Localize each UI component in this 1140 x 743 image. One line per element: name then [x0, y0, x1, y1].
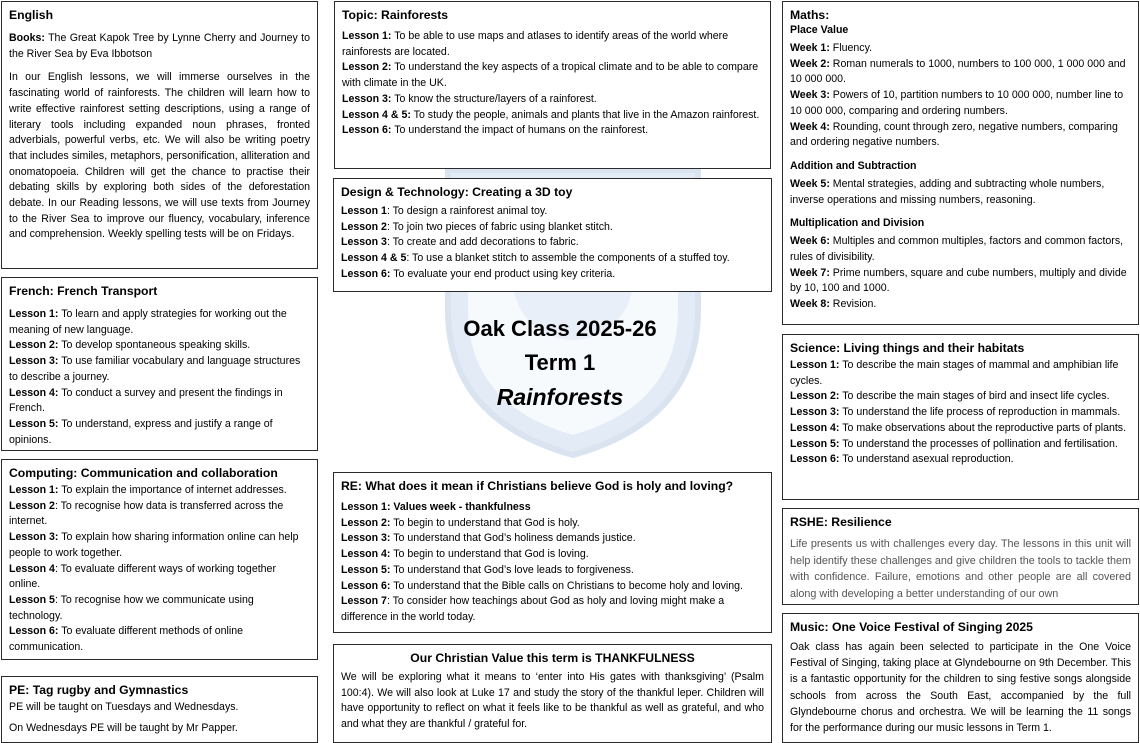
pe-line-1: PE will be taught on Tuesdays and Wednesdays.	[9, 701, 239, 713]
pe-line-2: On Wednesdays PE will be taught by Mr Papper.	[9, 721, 238, 734]
french-title: French: French Transport	[9, 284, 158, 298]
lesson-item: Lesson 1: To design a rainforest animal toy.	[341, 205, 548, 217]
computing-lessons	[9, 483, 310, 656]
lesson-item: Lesson 1: To describe the main stages of mammal and amphibian life cycles.	[790, 359, 1119, 387]
pe-panel	[1, 676, 318, 743]
re-lessons	[341, 500, 764, 626]
science-panel	[782, 334, 1139, 500]
lesson-item: Lesson 1: To explain the importance of internet addresses.	[9, 484, 287, 496]
maths-title: Maths:	[790, 8, 830, 22]
lesson-item: Lesson 7: To consider how teachings about God as holy and loving might make a difference in the world today.	[341, 595, 725, 623]
maths-panel	[782, 1, 1139, 325]
english-panel	[1, 1, 318, 269]
lesson-item: Lesson 6: To understand asexual reproduction.	[790, 453, 1014, 466]
lesson-item: Lesson 1: To learn and apply strategies for working out the meaning of new language.	[9, 308, 287, 336]
lesson-item: Lesson 4: To evaluate different ways of working together online.	[9, 562, 276, 591]
term-title: Term 1	[524, 350, 596, 375]
maths-week-item: Week 4: Rounding, count through zero, negative numbers, comparing and ordering negative numbers.	[790, 120, 1118, 149]
lesson-item: Lesson 3: To explain how sharing information online can help people to work together.	[9, 531, 299, 559]
maths-week-item: Week 6: Multiples and common multiples, factors and common factors, rules of divisibility.	[790, 235, 1124, 264]
english-title: English	[9, 8, 54, 22]
music-body: Oak class has again been selected to participate in the One Voice Festival of Singing, taking place at Glyndebourne on 9th December. This is a fantastic opportunity for the children to sing festive songs alongside schools from across the South East, accompanied by the full Glyndebourne chorus and orchestra. We will be learning the 11 songs for the performance during our music lessons in Term 1.	[790, 641, 1131, 735]
maths-week-item: Week 2: Roman numerals to 1000, numbers to 100 000, 1 000 000 and 10 000 000.	[790, 57, 1126, 86]
lesson-item: Lesson 3: To know the structure/layers of a rainforest.	[342, 92, 597, 105]
lesson-item: Lesson 5: To understand the processes of pollination and fertilisation.	[790, 437, 1118, 450]
rshe-body: Life presents us with challenges every day. The lessons in this unit will help identify these challenges and give children the tools to tackle them with confidence. Failure, emotions and other people are all covered along with developing a better understanding of our own	[790, 538, 1131, 600]
dt-panel	[333, 178, 772, 292]
lesson-item: Lesson 2: To begin to understand that God is holy.	[341, 516, 580, 529]
lesson-item: Lesson 3: To create and add decorations to fabric.	[341, 236, 579, 249]
lesson-item: Lesson 4: To begin to understand that God is loving.	[341, 548, 589, 561]
maths-sections	[790, 23, 1131, 313]
science-title: Science: Living things and their habitats	[790, 341, 1025, 355]
rshe-panel	[782, 508, 1139, 605]
music-title: Music: One Voice Festival of Singing 2025	[790, 620, 1033, 634]
computing-title: Computing: Communication and collaboration	[9, 466, 278, 480]
christian-value-panel	[333, 644, 772, 743]
lesson-item: Lesson 4 & 5: To study the people, animals and plants that live in the Amazon rainforest.	[342, 108, 760, 121]
science-lessons	[790, 358, 1131, 468]
lesson-item: Lesson 5: To understand that God’s love leads to forgiveness.	[341, 563, 634, 576]
maths-week-item: Week 7: Prime numbers, square and cube numbers, multiply and divide by 10, 100 and 1000.	[790, 266, 1127, 295]
lesson-item: Lesson 4: To make observations about the reproductive parts of plants.	[790, 421, 1127, 434]
christian-value-title: Our Christian Value this term is THANKFULNESS	[410, 651, 695, 665]
lesson-item: Lesson 6: To evaluate your end product using key criteria.	[341, 267, 616, 280]
maths-week-item: Week 5: Mental strategies, adding and subtracting whole numbers, inverse operations and missing numbers, reasoning.	[790, 177, 1105, 206]
re-panel	[333, 472, 772, 633]
topic-panel	[334, 1, 771, 169]
maths-week-item: Week 3: Powers of 10, partition numbers to 10 000 000, number line to 10 000 000, comparing and ordering numbers.	[790, 89, 1124, 117]
lesson-item: Lesson 6: To understand that the Bible calls on Christians to become holy and loving.	[341, 579, 744, 592]
pe-title: PE: Tag rugby and Gymnastics	[9, 683, 189, 697]
dt-lessons	[341, 204, 764, 283]
lesson-item: Lesson 6: To evaluate different methods of online communication.	[9, 625, 243, 654]
maths-week-item: Week 8: Revision.	[790, 298, 877, 311]
maths-section-heading: Addition and Subtraction	[790, 159, 917, 172]
maths-week-item: Week 1: Fluency.	[790, 42, 873, 54]
lesson-item: Lesson 4: To conduct a survey and present the findings in French.	[9, 386, 283, 415]
french-panel	[1, 277, 318, 451]
music-panel	[782, 613, 1139, 743]
theme-title: Rainforests	[496, 384, 624, 410]
maths-section-heading: Place Value	[790, 24, 849, 36]
dt-title: Design & Technology: Creating a 3D toy	[341, 185, 573, 199]
class-title: Oak Class 2025-26	[463, 316, 657, 341]
lesson-item: Lesson 2: To join two pieces of fabric using blanket stitch.	[341, 220, 613, 233]
maths-section-heading: Multiplication and Division	[790, 217, 925, 230]
computing-panel	[1, 459, 318, 660]
lesson-item: Lesson 3: To understand that God’s holiness demands justice.	[341, 532, 636, 545]
lesson-item: Lesson 4 & 5: To use a blanket stitch to assemble the components of a stuffed toy.	[341, 252, 730, 265]
re-title: RE: What does it mean if Christians believe God is holy and loving?	[341, 479, 734, 493]
lesson-item: Lesson 2: To recognise how data is transferred across the internet.	[9, 499, 284, 528]
topic-lessons	[342, 29, 763, 139]
topic-title: Topic: Rainforests	[342, 8, 449, 22]
lesson-item: Lesson 3: To understand the life process of reproduction in mammals.	[790, 406, 1121, 419]
lesson-item: Lesson 6: To understand the impact of humans on the rainforest.	[342, 124, 649, 137]
lesson-item: Lesson 2: To describe the main stages of bird and insect life cycles.	[790, 390, 1110, 403]
lesson-item: Lesson 1: To be able to use maps and atlases to identify areas of the world where rainforests are located.	[342, 30, 729, 58]
lesson-item: Lesson 2: To understand the key aspects of a tropical climate and to be able to compare with climate in the UK.	[342, 61, 759, 90]
class-title-block	[450, 312, 670, 414]
lesson-item: Lesson 3: To use familiar vocabulary and language structures to describe a journey.	[9, 355, 301, 383]
lesson-item: Lesson 5: To understand, express and justify a range of opinions.	[9, 417, 273, 446]
christian-value-body: We will be exploring what it means to ‘enter into His gates with thanksgiving’ (Psalm 100:4). We will also look at Luke 17 and study the story of the thankful leper. Children will have opportunity to reflect on what it feels like to be thankful as well as grateful, and who and what they are thankful / grateful for.	[341, 671, 764, 731]
english-body: In our English lessons, we will immerse ourselves in the fascinating world of rainforests. The children will learn how to write effective rainforest setting descriptions, using a range of literary tools including expanded noun phrases, fronted adverbials, powerful verbs, etc. We will also be writing poetry that includes similes, metaphors, personification, alliteration and onomatopoeia. Children will get the chance to practise their debating skills by exploring both sides of the deforestation debate. In our Reading lessons, we will use texts from Journey to the River Sea to improve our fluency, vocabulary, inference and comprehension. Weekly spelling tests will be on Fridays.	[9, 71, 310, 241]
lesson-item: Lesson 2: To develop spontaneous speaking skills.	[9, 339, 251, 352]
lesson-item: Lesson 5: To recognise how we communicate using technology.	[9, 593, 254, 622]
english-books: Books: The Great Kapok Tree by Lynne Cherry and Journey to the River Sea by Eva Ibbotson	[9, 32, 310, 60]
lesson-item: Lesson 1: Values week - thankfulness	[341, 501, 531, 513]
french-lessons	[9, 307, 310, 448]
rshe-title: RSHE: Resilience	[790, 515, 892, 529]
